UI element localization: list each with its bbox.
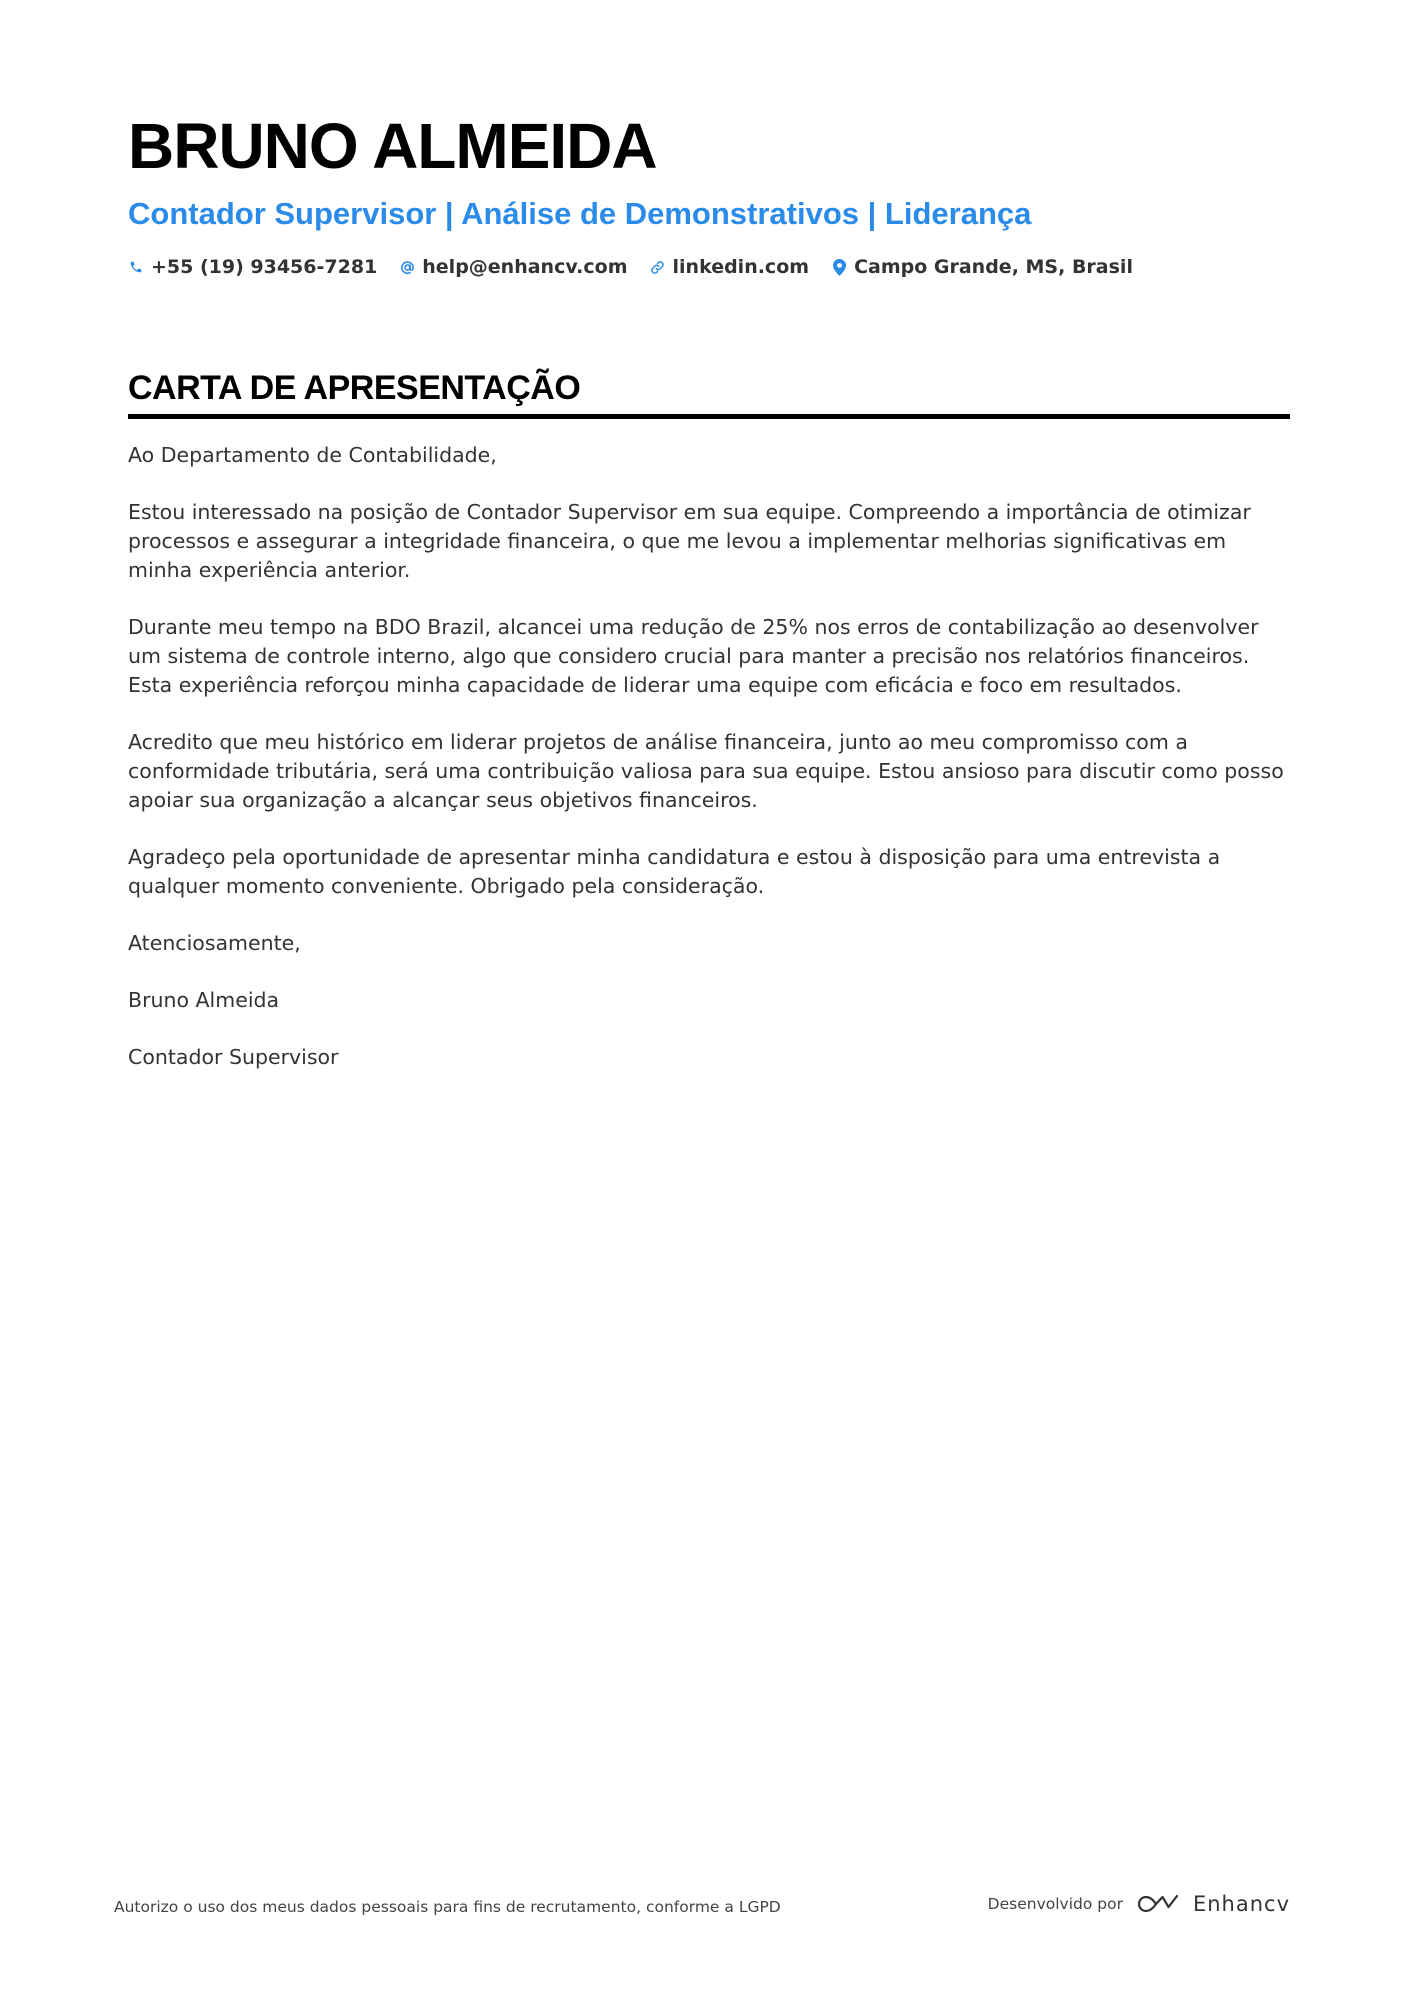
link-icon (650, 258, 666, 276)
candidate-headline: Contador Supervisor | Análise de Demonstrativos | Liderança (128, 196, 1032, 231)
contact-location (831, 256, 1133, 278)
section-divider (128, 414, 1290, 419)
contact-phone[interactable] (128, 256, 377, 278)
letter-body (128, 441, 1290, 1072)
cover-letter-section (128, 366, 1290, 1100)
contact-bar (128, 256, 1290, 278)
letter-paragraph: Agradeço pela oportunidade de apresentar minha candidatura e estou à disposição para uma entrevista a qualquer momento conveniente. Obrigado pela consideração. (128, 845, 1221, 898)
letter-paragraph: Durante meu tempo na BDO Brazil, alcancei uma redução de 25% nos erros de contabilização ao desenvolver um sistema de controle interno, algo que considero crucial para manter a precisão nos relatórios financeiros. Esta experiência reforçou minha capacidade de liderar uma equipe com eficácia e foco em resultados. (128, 615, 1259, 697)
powered-by[interactable] (988, 1892, 1290, 1916)
resume-header (128, 108, 1290, 278)
at-icon (399, 258, 415, 276)
signature-name: Bruno Almeida (128, 988, 280, 1012)
enhancv-brand: Enhancv (1192, 1892, 1290, 1916)
signature-title: Contador Supervisor (128, 1045, 339, 1069)
data-consent-note: Autorizo o uso dos meus dados pessoais para fins de recrutamento, conforme a LGPD (114, 1898, 781, 1916)
phone-icon (128, 258, 144, 276)
contact-email[interactable] (399, 256, 627, 278)
contact-location-text: Campo Grande, MS, Brasil (854, 256, 1133, 278)
section-title: CARTA DE APRESENTAÇÃO (128, 369, 581, 407)
letter-paragraph: Estou interessado na posição de Contador Supervisor em sua equipe. Compreendo a importância de otimizar processos e assegurar a integridade financeira, o que me levou a implementar melhorias significativas em minha experiência anterior. (128, 500, 1251, 582)
letter-closing: Atenciosamente, (128, 931, 301, 955)
letter-salutation: Ao Departamento de Contabilidade, (128, 443, 497, 467)
contact-linkedin[interactable] (650, 256, 810, 278)
powered-by-label: Desenvolvido por (987, 1895, 1123, 1913)
location-pin-icon (831, 258, 847, 276)
contact-linkedin-text: linkedin.com (672, 256, 810, 278)
enhancv-logo-icon (1135, 1892, 1181, 1916)
contact-email-text: help@enhancv.com (422, 256, 628, 278)
letter-paragraph: Acredito que meu histórico em liderar projetos de análise financeira, junto ao meu compromisso com a conformidade tributária, será uma contribuição valiosa para sua equipe. Estou ansioso para discutir como posso apoiar sua organização a alcançar seus objetivos financeiros. (128, 730, 1284, 812)
page-footer (114, 1892, 1290, 1922)
candidate-name: BRUNO ALMEIDA (128, 110, 657, 182)
contact-phone-text: +55 (19) 93456-7281 (151, 256, 378, 278)
